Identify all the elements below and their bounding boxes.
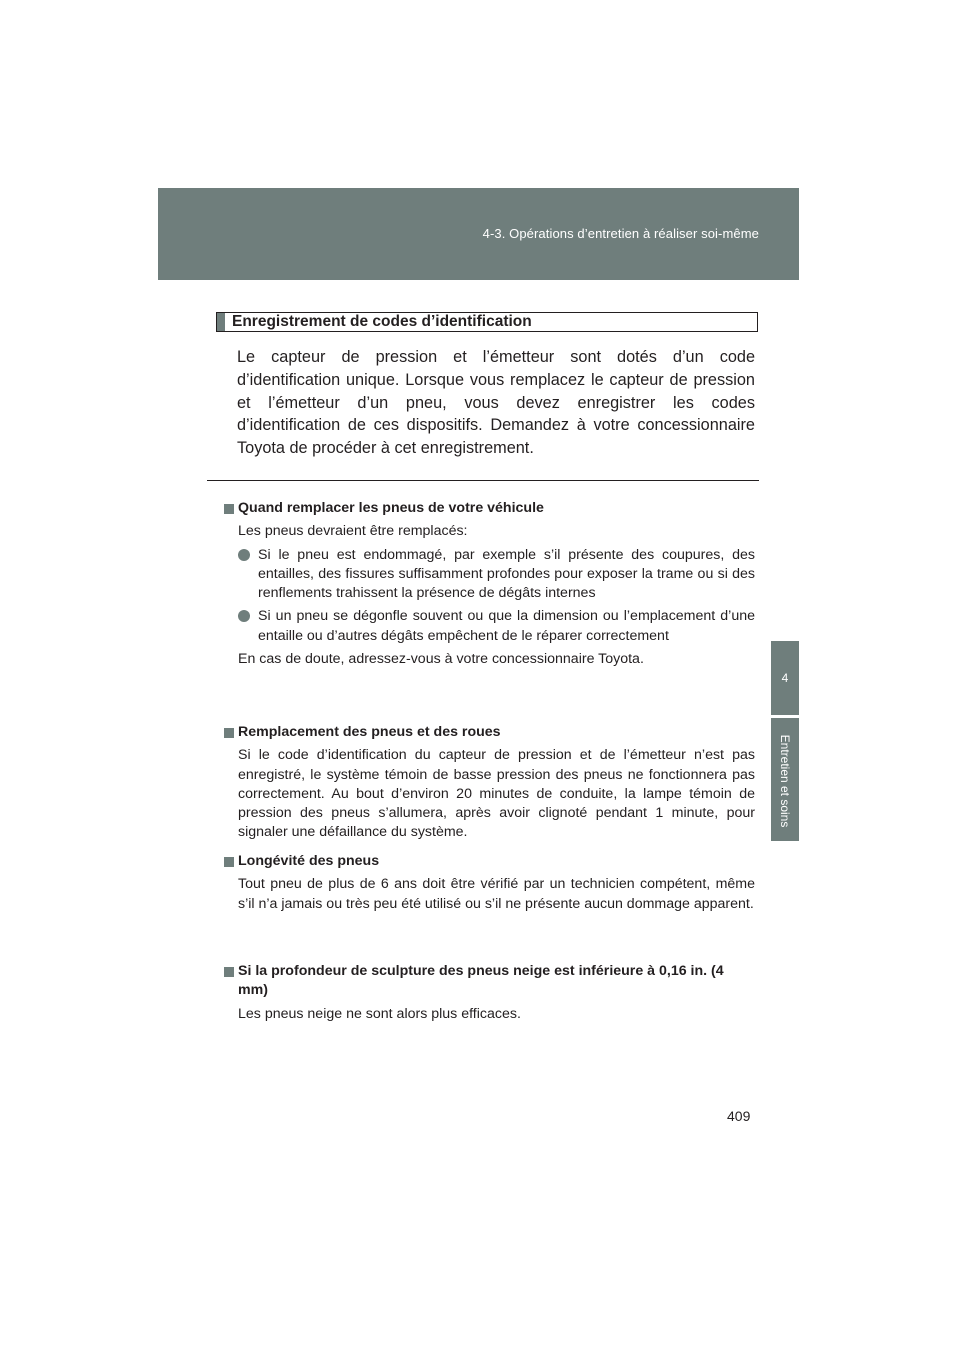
section-heading: [224, 962, 755, 1001]
box-header: [216, 312, 758, 332]
chapter-number: 4: [781, 671, 789, 685]
list-item-text: Si le pneu est endommagé, par exemple s’il présente des coupures, des entailles, des fissures suffisamment profondes pour exposer la trame ou si des renflements trahissent la présence de dégâts internes: [258, 546, 755, 602]
chapter-label: Entretien et soins: [778, 734, 792, 828]
section-heading-text: Si la profondeur de sculpture des pneus neige est inférieure à 0,16 in. (4 mm): [238, 963, 724, 999]
section-when-replace: [224, 499, 755, 669]
list-item-text: Si un pneu se dégonfle souvent ou que la dimension ou l’emplacement d’une entaille ou d’autres dégâts empêchent de le réparer correctement: [258, 608, 755, 644]
section-heading-text: Longévité des pneus: [238, 853, 380, 869]
box-title: Enregistrement de codes d’identification: [232, 313, 532, 330]
box-header-bar: [217, 313, 225, 331]
square-bullet-icon: [224, 728, 234, 738]
page-number: 409: [727, 1108, 751, 1124]
round-bullet-icon: [238, 549, 250, 561]
section-body: Si le code d’identification du capteur de pression et de l’émetteur n’est pas enregistré, le système témoin de basse pression des pneus ne fonctionnera pas correctement. Au bout d’environ 20 minutes de conduite, la lampe témoin de pression des pneus s’allumera, après avoir clignoté pendant 1 minute, pour signaler une défaillance du système.: [238, 747, 755, 841]
square-bullet-icon: [224, 967, 234, 977]
chapter-tab-divider: [771, 715, 799, 718]
square-bullet-icon: [224, 857, 234, 867]
section-outro: En cas de doute, adressez-vous à votre concessionnaire Toyota.: [238, 651, 644, 668]
list-item: [258, 546, 755, 604]
section-body: Tout pneu de plus de 6 ans doit être vérifié par un technicien compétent, même s’il n’a jamais ou très peu été utilisé ou s’il ne présente aucun dommage apparent.: [238, 876, 755, 912]
header-band: [158, 188, 799, 280]
list-item: [258, 607, 755, 646]
chapter-tab: [771, 641, 799, 841]
round-bullet-icon: [238, 610, 250, 622]
box-text: Le capteur de pression et l’émetteur sont dotés d’un code d’identification unique. Lorsque vous remplacez le capteur de pression et l’émetteur d’un pneu, vous devez enregistrer les codes d’identification de ces dispositifs. Demandez à votre concessionnaire Toyota de procéder à cet enregistrement.: [237, 348, 755, 458]
section-body: Les pneus neige ne sont alors plus efficaces.: [238, 1005, 521, 1022]
section-longevity: [224, 852, 755, 914]
section-heading: [224, 499, 755, 518]
section-snow-tires: [224, 962, 755, 1024]
square-bullet-icon: [224, 504, 234, 514]
section-replacement: [224, 723, 755, 843]
section-heading-text: Remplacement des pneus et des roues: [238, 724, 501, 740]
section-heading: [224, 852, 755, 871]
section-heading-text: Quand remplacer les pneus de votre véhicule: [238, 500, 544, 516]
section-intro: Les pneus devraient être remplacés:: [238, 523, 468, 540]
section-heading: [224, 723, 755, 742]
divider-rule: [207, 480, 759, 481]
section-title: 4-3. Opérations d’entretien à réaliser soi-même: [482, 226, 759, 241]
